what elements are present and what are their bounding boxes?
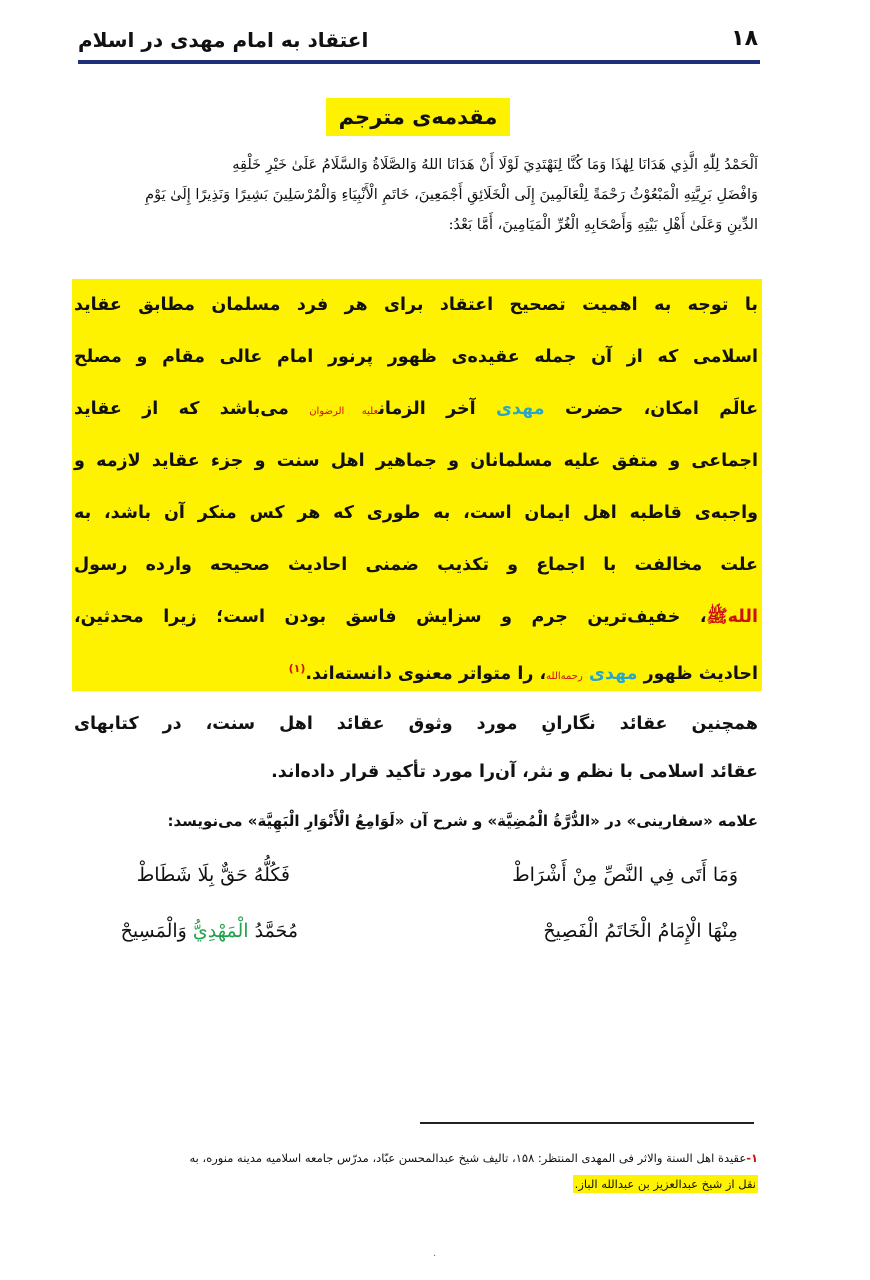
arabic-intro-line: اَلْحَمْدُ لِلّٰهِ الَّذِي هَدَانَا لِهٰذَا وَمَا كُنَّا لِنَهْتَدِيَ لَوْلَا أَنْ هَدَانَا اللهُ وَالصَّلَاةُ وَالسَّلَامُ عَلَىٰ خَيْرِ خَلْقِهِ <box>232 157 758 173</box>
paragraph-line: عقائد اسلامی با نظم و نثر، آن‌را مورد تأکید قرار داده‌اند. <box>271 762 758 782</box>
footnote <box>82 1145 758 1197</box>
footnote-line <box>82 1171 758 1197</box>
footnote-number: ۱- <box>746 1151 758 1165</box>
honorific: رحمه‌الله <box>546 670 583 682</box>
arabic-intro-line: وَافْضَلِ بَرِيَّتِهِ الْمَبْعُوْثُ رَحْمَةً لِلْعَالَمِينَ إِلَى الْخَلَائِقِ أَجْمَعِينَ، خَاتَمِ الْأَنْبِيَاءِ وَالْمُرْسَلِينَ بَشِيرًا وَنَذِيرًا إِلَىٰ يَوْمِ <box>145 187 758 203</box>
running-title: اعتقاد به امام مهدی در اسلام <box>78 28 369 52</box>
allah-word: الله <box>727 607 758 627</box>
page-dot: . <box>433 1248 437 1259</box>
paragraph-line: اجماعی و متفق علیه مسلمانان و جماهیر اهل سنت و جزء عقاید لازمه و <box>74 451 758 471</box>
footnote-highlight: نقل از شیخ عبدالعزیز بن عبدالله الباز. <box>574 1177 756 1191</box>
highlighted-paragraph <box>74 279 758 695</box>
paragraph-line: علت مخالفت با اجماع و تکذیب ضمنی احادیث صحیحه وارده رسول <box>74 555 758 575</box>
quote-intro: علامه «سفارینی» در «الدُّرَّةُ الْمُضِيَّة» و شرح آن «لَوَامِعُ الْأَنْوَارِ الْبَهِيَّة» می‌نویسد: <box>167 812 758 830</box>
name-mahdi: مهدی <box>588 663 638 684</box>
paragraph-line: اللهﷺ، خفیف‌ترین جرم و سزایش فاسق بودن است؛ زیرا محدثین، <box>74 607 758 627</box>
paragraph-line: عالَم امکان، حضرت مهدی آخر الزمانعلیه الرضوان می‌باشد که از عقاید <box>74 399 759 419</box>
footnote-rule <box>420 1122 754 1124</box>
arabic-intro-line: الدِّينِ وَعَلَىٰ أَهْلِ بَيْتِهِ وَأَصْحَابِهِ الْغُرِّ الْمَيَامِينَ، أَمَّا بَعْدُ: <box>448 217 758 233</box>
paragraph-line: همچنین عقائد نگارانِ مورد وثوق عقائد اهل سنت، در کتابهای <box>74 714 758 734</box>
verse-1-left: فَكُلُّهُ حَقٌّ بِلَا شَطَاطْ <box>136 864 290 886</box>
section-title: مقدمه‌ی مترجم <box>326 98 510 136</box>
paragraph-2 <box>74 700 758 796</box>
paragraph-line: احادیث ظهور مهدی رحمه‌الله، را متواتر معنوی دانسته‌اند.$^{(۱)}$ <box>288 662 758 684</box>
name-mahdi: مهدی <box>496 399 545 419</box>
honorific: ﷺ <box>706 607 728 627</box>
paragraph-line: واجبه‌ی قاطبه اهل ایمان است، به طوری که هر کس منکر آن باشد، به <box>74 503 758 523</box>
footnote-line: ۱-عقیدة اهل السنة والاثر فی المهدی المنتظر: ۱۵۸، تالیف شیخ عبدالمحسن عبّاد، مدرّس جامعه اسلامیه مدینه منوره، به <box>189 1151 758 1165</box>
paragraph-line: اسلامی که از آن جمله عقیده‌ی ظهور پرنور امام عالی مقام و مصلح <box>74 347 758 367</box>
verse-2-right: مِنْهَا الْإِمَامُ الْخَاتَمُ الْفَصِيحْ <box>543 920 738 942</box>
page-header <box>78 24 760 64</box>
paragraph-line: با توجه به اهمیت تصحیح اعتقاد برای هر فرد مسلمان مطابق عقاید <box>74 295 758 315</box>
name-mahdi: الْمَهْدِيُّ <box>192 920 249 942</box>
page-number: ۱۸ <box>731 26 758 51</box>
honorific: علیه الرضوان <box>309 406 379 417</box>
header-rule <box>78 60 760 64</box>
arabic-intro <box>78 150 758 240</box>
verse-2-left: مُحَمَّدُ الْمَهْدِيُّ وَالْمَسِيحْ <box>120 920 298 942</box>
verse-1-right: وَمَا أَتَى فِي النَّصِّ مِنْ أَشْرَاطْ <box>512 864 738 886</box>
footnote-ref: (۱) <box>288 662 306 675</box>
